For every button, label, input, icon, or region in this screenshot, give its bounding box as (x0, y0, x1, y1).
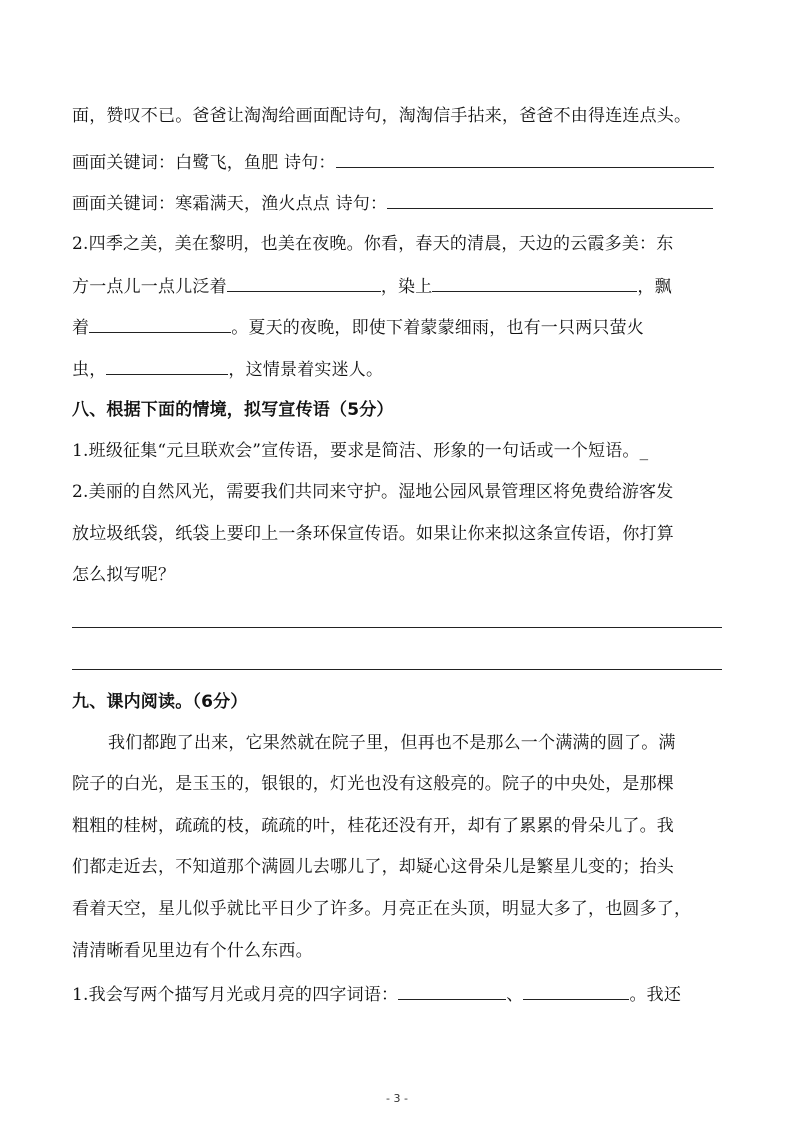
fill-line (72, 314, 644, 340)
passage-line: 清清晰看见里边有个什么东西。 (72, 941, 313, 961)
passage-line: 们都走近去，不知道那个满圆儿去哪儿了，却疑心这骨朵儿是繁星儿变的；抬头 (72, 857, 674, 877)
question-text: 放垃圾纸袋，纸袋上要印上一条环保宣传语。如果让你来拟这条宣传语，你打算 (72, 524, 674, 544)
text-fragment: 。我还 (629, 985, 682, 1005)
keyword-line-1 (72, 149, 714, 175)
cloud-color-blank-3[interactable] (89, 314, 231, 333)
passage-line: 院子的白光，是玉玉的，银银的，灯光也没有这般亮的。院子的中央处，是那棵 (72, 774, 674, 794)
passage-line: 看着天空，星儿似乎就比平日少了许多。月亮正在头顶，明显大多了，也圆多了， (72, 899, 692, 919)
cloud-color-blank-2[interactable] (432, 273, 637, 292)
firefly-blank[interactable] (106, 356, 228, 375)
text-fragment: 着 (72, 318, 90, 338)
text-fragment: 虫， (72, 360, 107, 380)
text-fragment: 。夏天的夜晚，即使下着蒙蒙细雨，也有一只两只萤火 (231, 318, 645, 338)
keyword-prompt: 画面关键词：寒霜满天，渔火点点 诗句： (72, 194, 388, 214)
text-fragment: ，飘 (637, 277, 672, 297)
question-text: 怎么拟写呢？ (72, 565, 176, 585)
idiom-blank-2[interactable] (523, 981, 629, 1000)
poem-answer-blank-2[interactable] (387, 190, 713, 209)
cloud-color-blank-1[interactable] (227, 273, 381, 292)
passage-line: 粗粗的桂树，疏疏的枝，疏疏的叶，桂花还没有开，却有了累累的骨朵儿了。我 (72, 816, 674, 836)
text-fragment: ，这情景着实迷人。 (228, 360, 384, 380)
text-fragment: ，染上 (380, 277, 433, 297)
answer-line-1[interactable] (72, 627, 722, 628)
text-fragment: 、 (506, 985, 524, 1005)
text-line: 2.四季之美，美在黎明，也美在夜晚。你看，春天的清晨，天边的云霞多美：东 (72, 234, 674, 254)
keyword-line-2 (72, 190, 713, 216)
passage-line: 我们都跑了出来，它果然就在院子里，但再也不是那么一个满满的圆了。满 (108, 733, 676, 753)
question-text: 1.班级征集“元旦联欢会”宣传语，要求是简洁、形象的一句话或一个短语。_ (72, 441, 649, 461)
fill-line (72, 356, 383, 382)
fill-line (72, 273, 672, 299)
idiom-blank-1[interactable] (398, 981, 506, 1000)
text-line: 面，赞叹不已。爸爸让淘淘给画面配诗句，淘淘信手拈来，爸爸不由得连连点头。 (72, 106, 692, 126)
exam-page (72, 0, 722, 1124)
answer-line-2[interactable] (72, 669, 722, 670)
question-text: 2.美丽的自然风光，需要我们共同来守护。湿地公园风景管理区将免费给游客发 (72, 482, 674, 502)
section-heading-9: 九、课内阅读。（6分） (72, 692, 248, 712)
page-number: - 3 - (386, 1092, 408, 1105)
text-fragment: 1.我会写两个描写月光或月亮的四字词语： (72, 985, 399, 1005)
poem-answer-blank-1[interactable] (336, 149, 714, 168)
text-fragment: 方一点儿一点儿泛着 (72, 277, 227, 297)
fill-line (72, 981, 681, 1007)
section-heading-8: 八、根据下面的情境，拟写宣传语（5分） (72, 400, 394, 420)
keyword-prompt: 画面关键词：白鹭飞，鱼肥 诗句： (72, 153, 336, 173)
